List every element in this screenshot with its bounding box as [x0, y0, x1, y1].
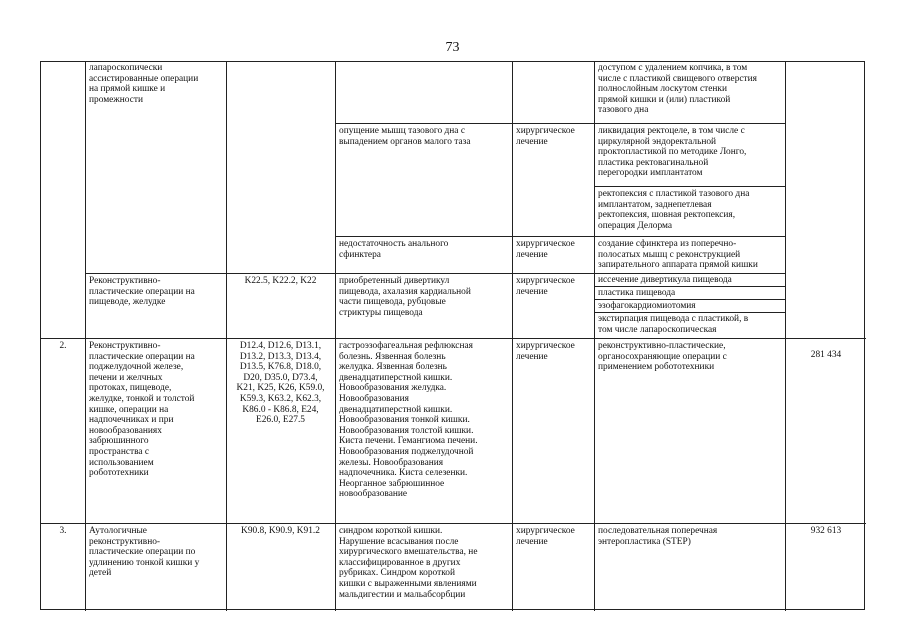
- block1-r2-treatment-type: хирургическое лечение: [516, 126, 575, 147]
- block1-r2-treatment-a: ликвидация ректоцеле, в том числе с циркулярной эндоректальной проктопластикой по методике Лонго, пластика ректовагинальной перегородки имплантатом: [598, 126, 747, 179]
- block2-treatment-3: эзофагокардиомиотомия: [598, 301, 696, 311]
- block2-treatment-2: пластика пищевода: [598, 288, 676, 298]
- block2-icd-codes: K22.5, K22.2, K22: [244, 276, 317, 286]
- block2-treatment-4: экстирпация пищевода с пластикой, в том числе лапароскопическая: [598, 314, 749, 335]
- row-line-b1r2a: [594, 186, 786, 187]
- row3-cost: 932 613: [810, 526, 842, 536]
- row3-treatment: последовательная поперечная энтеропластика (STEP): [598, 526, 718, 547]
- col-line-5: [594, 62, 595, 611]
- block1-method-name: лапароскопически ассистированные операции на прямой кишке и промежности: [89, 63, 199, 105]
- block1-r2-treatment-b: ректопексия с пластикой тазового дна имплантатом, заднепетлевая ректопексия, шовная ректопексия, операция Делорма: [598, 189, 750, 231]
- row2-icd-codes: D12.4, D12.6, D13.1, D13.2, D13.3, D13.4, D13.5, K76.8, D18.0, D20, D35.0, D73.4, K21, K25, K26, K59.0, K59.3, K63.2, K62.3, K86.0 - K86.8, E24, E26.0, E27.5: [236, 341, 325, 426]
- row3-treatment-type: хирургическое лечение: [516, 526, 575, 547]
- medical-care-table: [40, 61, 865, 610]
- page-number: 73: [445, 40, 460, 55]
- row3-icd-codes: K90.8, K90.9, K91.2: [241, 526, 320, 536]
- row2-method-name: Реконструктивно- пластические операции на поджелудочной железе, печени и желчных протоках, пищеводе, желудке, тонкой и толстой кишке, операции на надпочечниках и при новообразованиях забрюшинного пространства с использованием робототехники: [89, 341, 195, 479]
- col-line-2: [226, 62, 227, 611]
- block2-method-name: Реконструктивно- пластические операции на пищеводе, желудке: [89, 276, 195, 308]
- row-line-b1r1: [335, 123, 786, 124]
- block2-treatment-1: иссечение дивертикула пищевода: [598, 275, 732, 285]
- row3-number: 3.: [59, 526, 67, 536]
- row2-cost: 281 434: [810, 350, 842, 360]
- col-line-4: [512, 62, 513, 611]
- row-line-b2t1: [594, 286, 786, 287]
- block1-r3-model: недостаточность анального сфинктера: [339, 239, 449, 260]
- col-line-1: [85, 62, 86, 611]
- row2-model: гастроэзофагеальная рефлюксная болезнь. Язвенная болезнь желудка. Язвенная болезнь двенадцатиперстной кишки. Новообразования желудка. Новообразования двенадцатиперстной кишки. Новообразования тонкой кишки. Новообразования толстой кишки. Киста печени. Гемангиома печени. Новообразования поджелудочной железы. Новообразования надпочечника. Киста селезенки. Неорганное забрюшинное новообразование: [339, 341, 478, 500]
- col-line-3: [335, 62, 336, 611]
- row-line-row3: [41, 523, 866, 524]
- block2-model: приобретенный дивертикул пищевода, ахалазия кардиальной части пищевода, рубцовые стриктуры пищевода: [339, 276, 471, 318]
- row-line-b1r2: [335, 236, 786, 237]
- block1-r3-treatment-type: хирургическое лечение: [516, 239, 575, 260]
- row-line-b2t2: [594, 299, 786, 300]
- block1-r2-model: опущение мышц тазового дна с выпадением органов малого таза: [339, 126, 471, 147]
- block1-r3-treatment: создание сфинктера из поперечно- полосатых мышц с реконструкцией запирательного аппарата прямой кишки: [598, 239, 758, 271]
- row-line-b2t3: [594, 312, 786, 313]
- row2-number: 2.: [59, 341, 67, 351]
- block2-treatment-type: хирургическое лечение: [516, 276, 575, 297]
- row3-method-name: Аутологичные реконструктивно- пластические операции по удлинению тонкой кишки у детей: [89, 526, 200, 579]
- row2-treatment: реконструктивно-пластические, органосохраняющие операции с применением робототехники: [598, 341, 727, 373]
- row2-treatment-type: хирургическое лечение: [516, 341, 575, 362]
- row3-model: синдром короткой кишки. Нарушение всасывания после хирургического вмешательства, не классифицированное в других рубриках. Синдром короткой кишки с выраженными явлениями мальдигестии и мальабсорбции: [339, 526, 478, 600]
- row-line-row2: [41, 338, 866, 339]
- row-line-block2: [85, 273, 786, 274]
- block1-r1-treatment: доступом с удалением копчика, в том числе с пластикой свищевого отверстия полнослойным лоскутом стенки прямой кишки и (или) пластикой тазового дна: [598, 63, 757, 116]
